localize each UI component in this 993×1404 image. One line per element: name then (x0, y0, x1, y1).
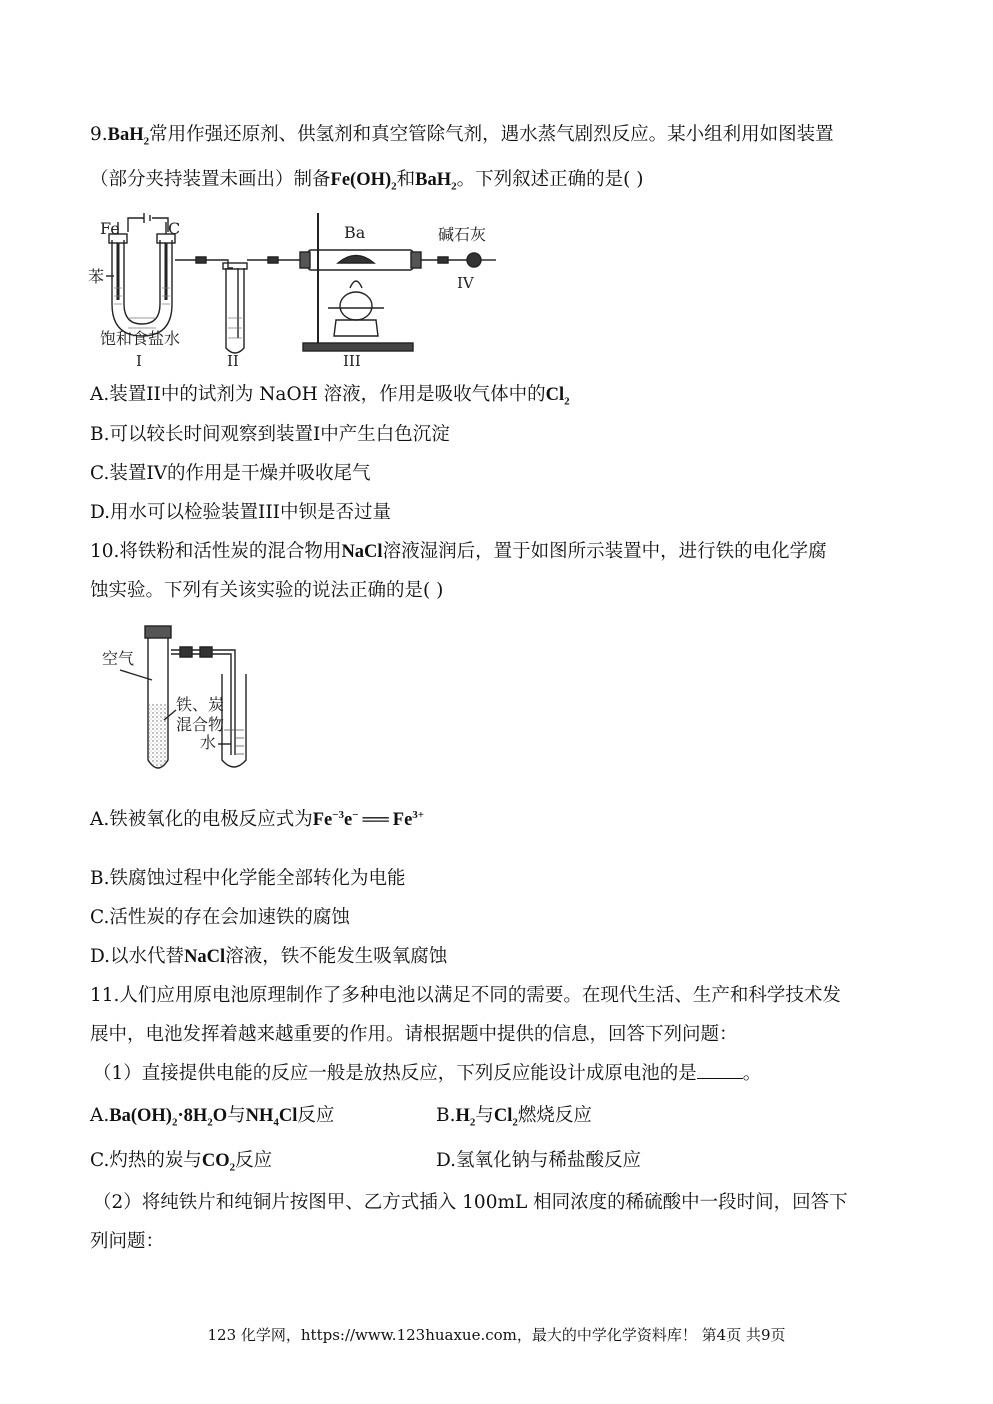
q11-part1: （1）直接提供电能的反应一般是放热反应，下列反应能设计成原电池的是 。 (93, 1063, 762, 1084)
q10-corrosion-figure (100, 620, 280, 780)
q9-option-d: D.用水可以检验装置III中钡是否过量 (90, 502, 391, 523)
q11-option-a: $A.Ba(OH)_2\cdot 8H_2O$与$NH_4Cl$反应 (90, 1105, 335, 1129)
q11-line2: 展中，电池发挥着越来越重要的作用。请根据题中提供的信息，回答下列问题： (90, 1024, 738, 1045)
label-iron-carbon: 铁、炭 (176, 695, 225, 714)
formula-bah2: BaH$_2$ (107, 125, 150, 148)
q10-line2: 蚀实验。下列有关该实验的说法正确的是( ) (90, 580, 444, 601)
q11-part2-line1: （2）将纯铁片和纯铜片按图甲、乙方式插入 100mL 相同浓度的稀硫酸中一段时间，回答下 (93, 1192, 848, 1213)
q9-line2: （部分夹持装置未画出）制备$Fe(OH)_2$和BaH$_2$。下列叙述正确的是( ) (90, 169, 644, 193)
q11-option-c: C.灼热的炭与$CO_2$反应 (90, 1150, 273, 1174)
label-benzene: 苯 (88, 267, 105, 286)
q9-option-a: A.装置II中的试剂为 NaOH 溶液，作用是吸收气体中的$Cl_2$ (90, 384, 570, 408)
label-soda-lime: 碱石灰 (438, 225, 487, 244)
q11-option-b: $B.H_2$与$Cl_2$燃烧反应 (436, 1105, 592, 1129)
page-footer: 123 化学网，https://www.123huaxue.com，最大的中学化学资料库！ 第4页 共9页 (207, 1326, 786, 1344)
q10-option-a: A.铁被氧化的电极反应式为$Fe^{-3}e^-$ ══ $Fe^{3+}$ (90, 808, 425, 830)
label-ii: II (227, 352, 239, 370)
q11-line1: 11.人们应用原电池原理制作了多种电池以满足不同的需要。在现代生活、生产和科学技术发 (90, 985, 841, 1006)
q10-option-d: D.以水代替NaCl溶液，铁不能发生吸氧腐蚀 (90, 946, 448, 967)
label-ba: Ba (344, 223, 366, 242)
label-i: I (136, 352, 142, 370)
label-c: C (168, 219, 181, 238)
q10-line1: 10.将铁粉和活性炭的混合物用NaCl溶液湿润后，置于如图所示装置中，进行铁的电化学腐 (90, 541, 827, 562)
q9-line1: 9.BaH$_2$常用作强还原剂、供氢剂和真空管除气剂，遇水蒸气剧烈反应。某小组利用如图装置 (90, 124, 834, 148)
q9-option-c: C.装置IV的作用是干燥并吸收尾气 (90, 463, 371, 484)
q10-option-c: C.活性炭的存在会加速铁的腐蚀 (90, 907, 350, 928)
label-brine: 饱和食盐水 (100, 329, 181, 348)
q11-part2-line2: 列问题： (90, 1231, 165, 1252)
answer-blank[interactable] (697, 1062, 743, 1079)
label-iv: IV (457, 274, 474, 292)
label-fe: Fe (100, 219, 120, 238)
label-iii: III (343, 352, 361, 370)
q9-option-b: B.可以较长时间观察到装置I中产生白色沉淀 (90, 424, 450, 445)
q11-option-d: D.氢氧化钠与稀盐酸反应 (436, 1150, 642, 1171)
q10-option-b: B.铁腐蚀过程中化学能全部转化为电能 (90, 868, 406, 889)
label-air: 空气 (102, 649, 135, 668)
q9-apparatus-figure (88, 208, 508, 373)
label-water: 水 (200, 733, 217, 752)
label-mixture: 混合物 (176, 715, 225, 734)
